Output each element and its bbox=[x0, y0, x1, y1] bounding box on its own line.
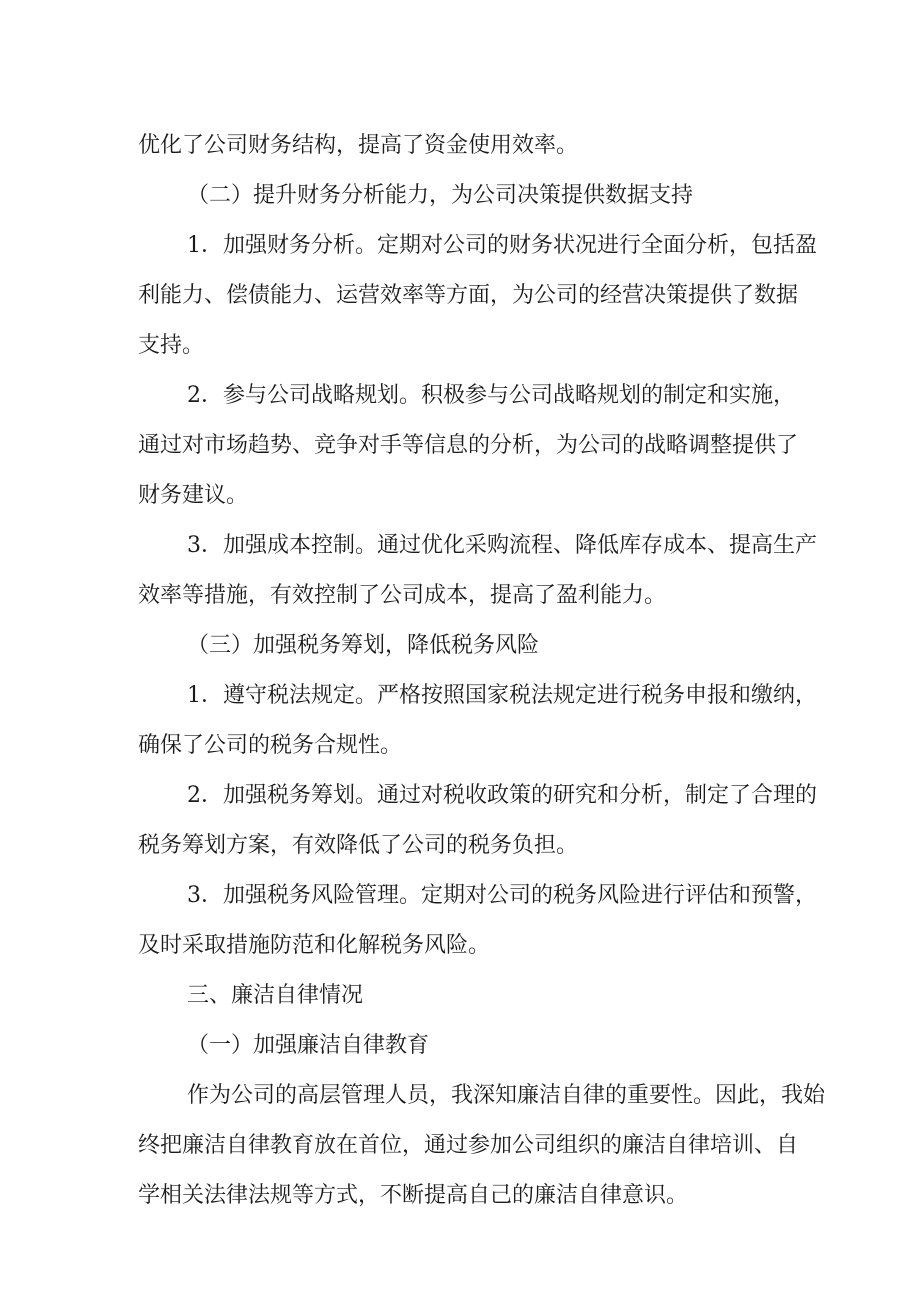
section-heading: （三）加强税务筹划，降低税务风险 bbox=[187, 633, 540, 658]
text-line: 1．加强财务分析。定期对公司的财务状况进行全面分析，包括盈 bbox=[187, 233, 817, 258]
text-line: 2．加强税务筹划。通过对税收政策的研究和分析，制定了合理的 bbox=[187, 783, 817, 808]
text-line: 2．参与公司战略规划。积极参与公司战略规划的制定和实施， bbox=[187, 383, 795, 408]
text-line: 通过对市场趋势、竞争对手等信息的分析，为公司的战略调整提供了 bbox=[138, 433, 799, 458]
text-line: 学相关法律法规等方式，不断提高自己的廉洁自律意识。 bbox=[138, 1183, 689, 1208]
chapter-heading: 三、廉洁自律情况 bbox=[187, 983, 364, 1008]
text-line: 财务建议。 bbox=[138, 483, 249, 508]
text-line: 支持。 bbox=[138, 333, 205, 358]
text-line: 确保了公司的税务合规性。 bbox=[138, 733, 403, 758]
text-line: 利能力、偿债能力、运营效率等方面，为公司的经营决策提供了数据 bbox=[138, 283, 799, 308]
text-line: 效率等措施，有效控制了公司成本，提高了盈利能力。 bbox=[138, 583, 667, 608]
text-line: 及时采取措施防范和化解税务风险。 bbox=[138, 933, 491, 958]
text-line: 终把廉洁自律教育放在首位，通过参加公司组织的廉洁自律培训、自 bbox=[138, 1133, 799, 1158]
text-line: 税务筹划方案，有效降低了公司的税务负担。 bbox=[138, 833, 579, 858]
text-line: 1．遵守税法规定。严格按照国家税法规定进行税务申报和缴纳， bbox=[187, 683, 817, 708]
text-line: 3．加强税务风险管理。定期对公司的税务风险进行评估和预警， bbox=[187, 883, 817, 908]
section-heading: （二）提升财务分析能力，为公司决策提供数据支持 bbox=[187, 183, 694, 208]
text-line: 优化了公司财务结构，提高了资金使用效率。 bbox=[138, 133, 579, 158]
text-line: 作为公司的高层管理人员，我深知廉洁自律的重要性。因此，我始 bbox=[187, 1083, 826, 1108]
section-heading: （一）加强廉洁自律教育 bbox=[187, 1033, 430, 1058]
text-line: 3．加强成本控制。通过优化采购流程、降低库存成本、提高生产 bbox=[187, 533, 817, 558]
